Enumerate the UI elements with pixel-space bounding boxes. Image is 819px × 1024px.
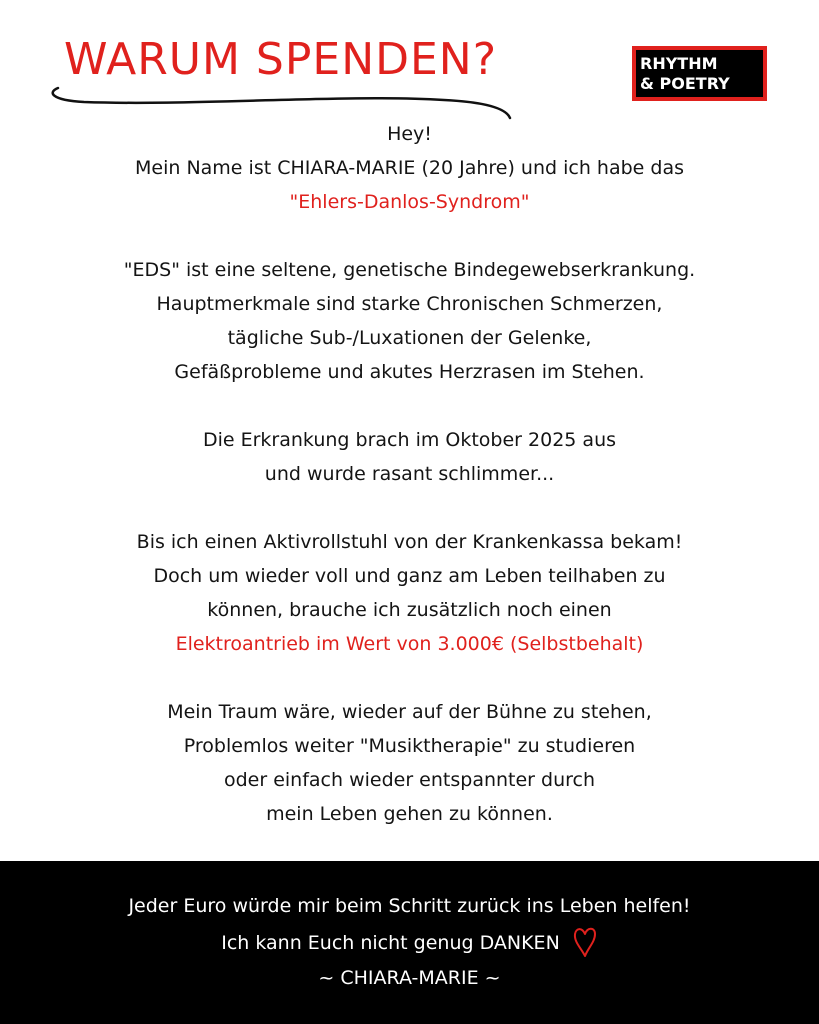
- logo-line-2: & POETRY: [640, 74, 730, 93]
- paragraph-line: und wurde rasant schlimmer...: [264, 463, 555, 485]
- paragraph-line: "EDS" ist eine seltene, genetische Bindegewebserkrankung.: [123, 259, 696, 281]
- rhythm-and-poetry-logo: [632, 46, 767, 101]
- signature: ~ CHIARA-MARIE ~: [318, 967, 501, 989]
- footer-banner: [0, 861, 819, 1024]
- body-text: [0, 117, 819, 831]
- cost-highlight: Elektroantrieb im Wert von 3.000€ (Selbstbehalt): [175, 633, 644, 655]
- greeting: Hey!: [387, 123, 432, 145]
- heart-outline-icon: [572, 924, 598, 958]
- paragraph-line: Bis ich einen Aktivrollstuhl von der Krankenkassa bekam!: [136, 531, 683, 553]
- intro-line: Mein Name ist CHIARA-MARIE (20 Jahre) und ich habe das: [135, 157, 684, 179]
- logo-line-1: RHYTHM: [640, 54, 718, 73]
- paragraph-line: Mein Traum wäre, wieder auf der Bühne zu stehen,: [167, 701, 652, 723]
- paragraph-line: Die Erkrankung brach im Oktober 2025 aus: [202, 429, 617, 451]
- paragraph-line: Problemlos weiter "Musiktherapie" zu studieren: [183, 735, 636, 757]
- page-title: WARUM SPENDEN?: [64, 34, 498, 85]
- spacer: [0, 219, 819, 253]
- paragraph-line: oder einfach wieder entspannter durch: [223, 769, 596, 791]
- spacer: [0, 491, 819, 525]
- footer-line-1: Jeder Euro würde mir beim Schritt zurück ins Leben helfen!: [128, 895, 691, 917]
- spacer: [0, 661, 819, 695]
- spacer: [0, 389, 819, 423]
- thanks-text: Ich kann Euch nicht genug DANKEN: [221, 932, 560, 954]
- paragraph-line: Gefäßprobleme und akutes Herzrasen im Stehen.: [174, 361, 645, 383]
- paragraph-line: Doch um wieder voll und ganz am Leben teilhaben zu: [153, 565, 666, 587]
- paragraph-line: tägliche Sub-/Luxationen der Gelenke,: [227, 327, 592, 349]
- diagnosis-highlight: "Ehlers-Danlos-Syndrom": [289, 191, 530, 213]
- paragraph-line: mein Leben gehen zu können.: [266, 803, 553, 825]
- paragraph-line: Hauptmerkmale sind starke Chronischen Schmerzen,: [156, 293, 663, 315]
- paragraph-line: können, brauche ich zusätzlich noch einen: [207, 599, 612, 621]
- footer-line-2: [0, 924, 819, 961]
